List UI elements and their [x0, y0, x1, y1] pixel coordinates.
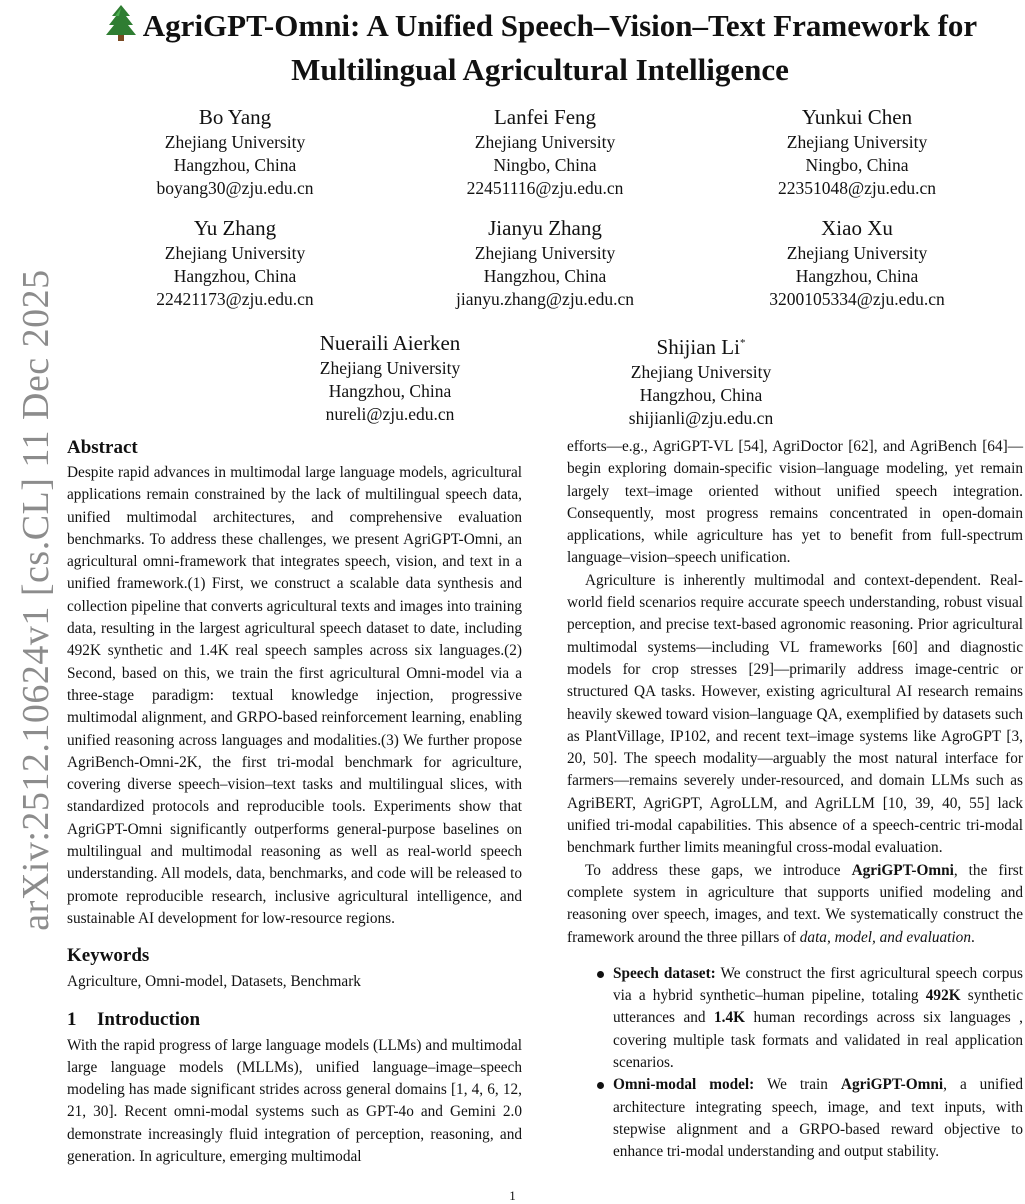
- author-name: Xiao Xu: [821, 216, 893, 240]
- author-block: [697, 105, 1017, 200]
- author-affiliation: Zhejiang University: [786, 132, 928, 152]
- left-column: [67, 436, 522, 1168]
- bold-number: 492K: [925, 987, 961, 1005]
- page-number: 1: [509, 1188, 516, 1203]
- text-run: , the first complete system in agriculture that supports unified modeling and reasoning over speech, images, and text. We systematically construct the framework around the three pillars of: [567, 861, 1023, 946]
- arxiv-identifier-stamp: arXiv:2512.10624v1 [cs.CL] 11 Dec 2025: [15, 269, 57, 931]
- emphasis-term: data, model, and evaluation: [799, 928, 971, 946]
- pine-tree-icon: [103, 4, 139, 42]
- keywords-heading: Keywords: [67, 945, 150, 967]
- author-affiliation: Zhejiang University: [319, 358, 461, 378]
- title-line-1: AgriGPT-Omni: A Unified Speech–Vision–Text Framework for: [142, 8, 978, 43]
- corresponding-author-mark: *: [739, 337, 746, 349]
- author-name: Lanfei Feng: [493, 105, 597, 129]
- bullet-label: Omni-modal model:: [613, 1076, 755, 1094]
- section-title: Introduction: [97, 1008, 201, 1030]
- bullet-icon: [597, 1082, 604, 1089]
- author-email: nureli@zju.edu.cn: [325, 404, 455, 424]
- author-name: Bo Yang: [198, 105, 272, 129]
- author-location: Ningbo, China: [805, 155, 909, 175]
- author-email: shijianli@zju.edu.cn: [628, 408, 774, 428]
- author-email: boyang30@zju.edu.cn: [156, 178, 314, 198]
- author-location: Hangzhou, China: [173, 155, 297, 175]
- intro-paragraph-2: Agriculture is inherently multimodal and context-dependent. Real-world field scenarios require accurate speech understanding, robust visual perception, and precise text-based agronomic reasoning. Prior agricultural multimodal systems—including VL frameworks [60] and diagnostic models for crop stresses [29]—primarily address image-centric or structured QA tasks. However, existing agricultural AI research remains heavily skewed toward vision–language QA, exemplified by datasets such as PlantVillage, IP102, and recent text–image systems like AgroGPT [3, 20, 50]. The speech modality—arguably the most natural interface for farmers—remains severely under-resourced, and domain LLMs such as AgriBERT, AgriGPT, AgroLLM, and AgriLLM [10, 39, 40, 55] lack unified tri-modal capabilities. This absence of a speech-centric tri-modal benchmark further limits meaningful cross-modal evaluation.: [567, 571, 1023, 857]
- author-block: [385, 216, 705, 311]
- abstract-text: Despite rapid advances in multimodal large language models, agricultural applications remain constrained by the lack of multilingual speech data, unified multimodal architectures, and comprehensive evaluation benchmarks. To address these challenges, we present AgriGPT-Omni, an agricultural omni-framework that integrates speech, vision, and text in a unified framework.(1) First, we construct a scalable data synthesis and collection pipeline that converts agricultural texts and images into training data, resulting in the largest agricultural speech dataset to date, including 492K synthetic and 1.4K real speech samples across six languages.(2) Second, based on this, we train the first agricultural Omni-model via a three-stage paradigm: textual knowledge injection, progressive multimodal alignment, and GRPO-based reinforcement learning, enabling unified reasoning across languages and modalities.(3) We further propose AgriBench-Omni-2K, the first tri-modal benchmark for agriculture, covering diverse speech–vision–text tasks and multilingual slices, with standardized protocols and reproducible tools. Experiments show that AgriGPT-Omni significantly outperforms general-purpose baselines on multilingual and multimodal reasoning as well as real-world speech understanding. All models, data, benchmarks, and code will be released to promote reproducible research, inclusive agricultural intelligence, and sustainable AI development for low-resource regions.: [67, 464, 522, 927]
- bullet-label: Speech dataset:: [613, 964, 716, 982]
- section-heading-introduction: [67, 1008, 522, 1032]
- author-location: Hangzhou, China: [639, 385, 763, 405]
- text-run: human recordings across six languages , covering multiple task formats and validated in real application scenarios.: [613, 1009, 1023, 1072]
- author-block: [75, 105, 395, 200]
- text-run: To address these gaps, we introduce: [585, 861, 852, 879]
- text-run: , a unified architecture integrating speech, image, and text inputs, with stepwise alignment and a GRPO-based reward objective to enhance tri-modal understanding and output stability.: [613, 1076, 1024, 1161]
- bold-term: AgriGPT-Omni: [851, 861, 954, 879]
- author-location: Hangzhou, China: [795, 266, 919, 286]
- text-run: synthetic utterances and: [613, 987, 1024, 1027]
- list-item: [567, 963, 1023, 1074]
- author-affiliation: Zhejiang University: [164, 132, 306, 152]
- author-name: Jianyu Zhang: [488, 216, 602, 240]
- abstract-heading: Abstract: [67, 437, 138, 458]
- right-column: [567, 436, 1023, 1164]
- author-location: Hangzhou, China: [483, 266, 607, 286]
- author-block: [385, 105, 705, 200]
- intro-paragraph-3: [567, 860, 1023, 949]
- text-run: We construct the first agricultural speech corpus via a hybrid synthetic–human pipeline, totaling: [613, 964, 1024, 1005]
- title-line-2: Multilingual Agricultural Intelligence: [291, 52, 789, 87]
- author-name-with-mark: [541, 331, 861, 360]
- contribution-list: [567, 963, 1023, 1164]
- author-name: Yu Zhang: [193, 216, 277, 240]
- bold-term: AgriGPT-Omni: [840, 1076, 944, 1094]
- author-block: [697, 216, 1017, 311]
- author-affiliation: Zhejiang University: [474, 132, 616, 152]
- author-email: 22351048@zju.edu.cn: [777, 178, 937, 198]
- author-affiliation: Zhejiang University: [786, 243, 928, 263]
- author-location: Ningbo, China: [493, 155, 597, 175]
- keywords-text: Agriculture, Omni-model, Datasets, Benchmark: [67, 973, 361, 991]
- author-affiliation: Zhejiang University: [630, 362, 772, 382]
- author-name: Shijian Li: [656, 335, 740, 359]
- paper-title: [60, 4, 1020, 92]
- intro-paragraph-1: With the rapid progress of large language models (LLMs) and multimodal large language models (MLLMs), unified language–image–speech modeling has made significant strides across general domains [1, 4, 6, 12, 21, 30]. Recent omni-modal systems such as GPT-4o and Gemini 2.0 demonstrate increasingly fluid integration of perception, reasoning, and generation. In agriculture, emerging multimodal: [67, 1036, 522, 1166]
- text-run: .: [970, 928, 975, 946]
- author-email: 22421173@zju.edu.cn: [156, 289, 314, 309]
- author-location: Hangzhou, China: [173, 266, 297, 286]
- author-affiliation: Zhejiang University: [474, 243, 616, 263]
- author-email: 3200105334@zju.edu.cn: [769, 289, 945, 309]
- author-email: jianyu.zhang@zju.edu.cn: [456, 289, 634, 309]
- intro-paragraph-1-continued: efforts—e.g., AgriGPT-VL [54], AgriDoctor [62], and AgriBench [64]—begin exploring domain-specific vision–language modeling, yet remain largely text–image oriented without unified speech integration. Consequently, most progress remains concentrated in open-domain applications, while agriculture has yet to benefit from full-spectrum language–vision–speech unification.: [567, 438, 1023, 567]
- text-run: We train: [754, 1076, 841, 1094]
- author-affiliation: Zhejiang University: [164, 243, 306, 263]
- section-number: 1: [67, 1008, 77, 1030]
- list-item: [567, 1074, 1023, 1163]
- author-email: 22451116@zju.edu.cn: [466, 178, 624, 198]
- author-block: [541, 331, 861, 430]
- author-block: [75, 216, 395, 311]
- bullet-icon: [597, 971, 604, 978]
- author-name: Nueraili Aierken: [319, 331, 461, 355]
- author-block: [230, 331, 550, 426]
- author-name: Yunkui Chen: [801, 105, 913, 129]
- author-location: Hangzhou, China: [328, 381, 452, 401]
- bold-number: 1.4K: [714, 1009, 746, 1027]
